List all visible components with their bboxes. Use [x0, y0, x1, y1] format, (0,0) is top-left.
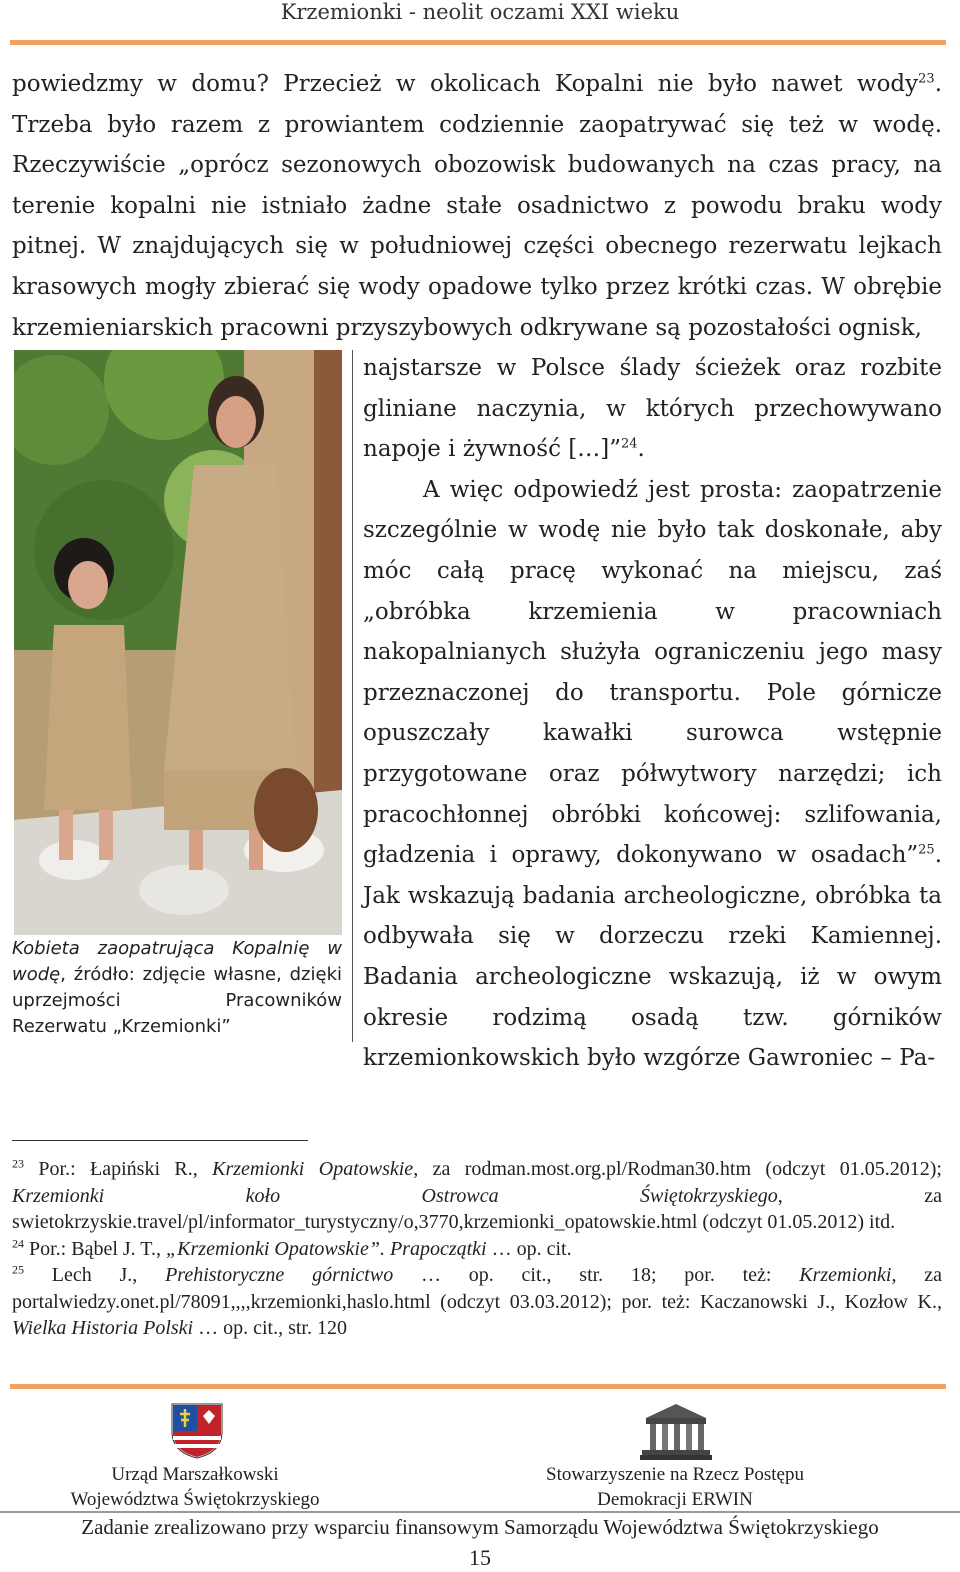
org-left: [40, 1462, 350, 1512]
footnotes: [12, 1156, 942, 1342]
footnote-ref-25[interactable]: 25: [918, 842, 935, 858]
footnote-25-text-c: za portalwiedzy.onet.pl/78091,,,,krzemionki,haslo.html (odczyt 03.03.2012); por. też: Kaczanowski J., Kozłow K.,: [12, 1264, 942, 1313]
right-paragraph-2b: . Jak wskazują badania archeologiczne, obróbka ta odbywała się w dorzeczu rzeki Kamiennej. Badania archeologiczne wskazują, iż w owym okresie rodzimą osadą tzw. górników krzemionkowskich było wzgórze Gawroniec – Pa-: [363, 842, 942, 1072]
org-right: [510, 1462, 840, 1512]
coat-of-arms-icon: [170, 1402, 224, 1460]
footnote-25-title-3: Wielka Historia Polski: [12, 1317, 194, 1339]
footnote-23-text-c: , za swietokrzyskie.travel/pl/informator_turystyczny/o,3770,krzemionki_opatowskie.html (odczyt 01.05.2012) itd.: [12, 1184, 942, 1233]
caption-source: , źródło: zdjęcie własne, dzięki uprzejmości Pracowników Rezerwatu „Krzemionki”: [12, 964, 342, 1037]
org-right-line-2: Demokracji ERWIN: [597, 1489, 753, 1510]
column-divider: [352, 350, 353, 1042]
right-column-text: [363, 348, 942, 1079]
body-paragraph-rest: Trzeba było razem z prowiantem codziennie zaopatrywać się też w wodę. Rzeczywiście „oprócz sezonowych obozowisk budowanych na czas pracy, na terenie kopalni nie istniało żadne stałe osadnictwo z powodu braku wody pitnej. W znajdujących się w południowej części obecnego rezerwatu lejkach krasowych mogły zbierać się wody opadowe tylko przez krótki czas. W obrębie krzemieniarskich pracowni przyszybowych odkrywane są pozostałości ognisk,: [12, 111, 942, 341]
page-header-title: Krzemionki - neolit oczami XXI wieku: [280, 0, 680, 24]
right-paragraph-1-end: .: [637, 436, 645, 463]
footnote-ref-23[interactable]: 23: [918, 71, 935, 87]
right-paragraph-2a: A więc odpowiedź jest prosta: zaopatrzenie szczególnie w wodę nie było tak doskonałe, aby móc całą pracę wykonać na miejscu, zaś „obróbka krzemienia w pracowniach nakopalnianych służyła ograniczeniu jego masy przeznaczonej do transportu. Pole górnicze opuszczały kawałki surowca wstępnie przygotowane oraz półwytwory narzędzi; ich pracochłonnej obróbki końcowej: szlifowania, gładzenia i oprawy, dokonywano w osadach”: [363, 476, 942, 869]
org-right-line-1: Stowarzyszenie na Rzecz Postępu: [546, 1464, 804, 1485]
org-left-line-2: Województwa Świętokrzyskiego: [70, 1489, 320, 1510]
footer-rule: [10, 1384, 946, 1389]
footnote-23-number: 23: [12, 1156, 24, 1171]
footnote-25-title-1: Prehistoryczne górnictwo: [165, 1264, 394, 1286]
footnote-23-text-a: Por.: Łapiński R.,: [24, 1158, 213, 1180]
page-number: 15: [469, 1545, 491, 1570]
footnote-25-text-d: … op. cit., str. 120: [193, 1317, 347, 1339]
footnote-25: [12, 1262, 942, 1342]
org-left-line-1: Urząd Marszałkowski: [111, 1464, 279, 1485]
footnote-23: [12, 1156, 942, 1236]
photo-woman-and-child: [14, 350, 342, 935]
right-paragraph-1: [363, 348, 942, 470]
footnote-24-number: 24: [12, 1235, 24, 1250]
footnote-25-text-b: … op. cit., str. 18; por. też:: [393, 1264, 800, 1286]
footnote-24-text-a: Por.: Bąbel J. T.,: [24, 1237, 167, 1260]
footnote-23-title-2: Krzemionki koło Ostrowca Świętokrzyskiego: [12, 1184, 778, 1207]
header-rule: [10, 40, 946, 45]
footnote-separator: [12, 1140, 308, 1141]
body-line-1-end: .: [934, 71, 942, 97]
right-paragraph-1-text: najstarsze w Polsce ślady ścieżek oraz rozbite gliniane naczynia, w których przechowywano napoje i żywność […]”: [363, 355, 942, 463]
footnote-24-text-b: … op. cit.: [486, 1237, 572, 1260]
footnote-24-title: „Krzemionki Opatowskie”. Prapoczątki: [166, 1237, 487, 1260]
right-paragraph-2: [363, 470, 942, 1079]
funding-note: Zadanie zrealizowano przy wsparciu finansowym Samorządu Województwa Świętokrzyskiego: [81, 1515, 879, 1539]
footnote-23-title-1: Krzemionki Opatowskie: [212, 1158, 414, 1180]
temple-icon: [640, 1402, 712, 1460]
body-line-1: powiedzmy w domu? Przecież w okolicach Kopalni nie było nawet wody: [12, 71, 919, 97]
footnote-23-text-b: , za rodman.most.org.pl/Rodman30.htm (odczyt 01.05.2012);: [413, 1158, 942, 1180]
footnote-25-number: 25: [12, 1262, 24, 1277]
photo-caption: [12, 936, 342, 1040]
footnote-ref-24[interactable]: 24: [620, 436, 638, 452]
caption-title: Kobieta zaopatrująca Kopalnię w wodę: [12, 938, 342, 985]
footnote-25-title-2: Krzemionki,: [799, 1264, 897, 1286]
body-text-top: [12, 64, 942, 348]
footnote-25-text-a: Lech J.,: [24, 1264, 166, 1286]
footnote-24: [12, 1236, 942, 1263]
